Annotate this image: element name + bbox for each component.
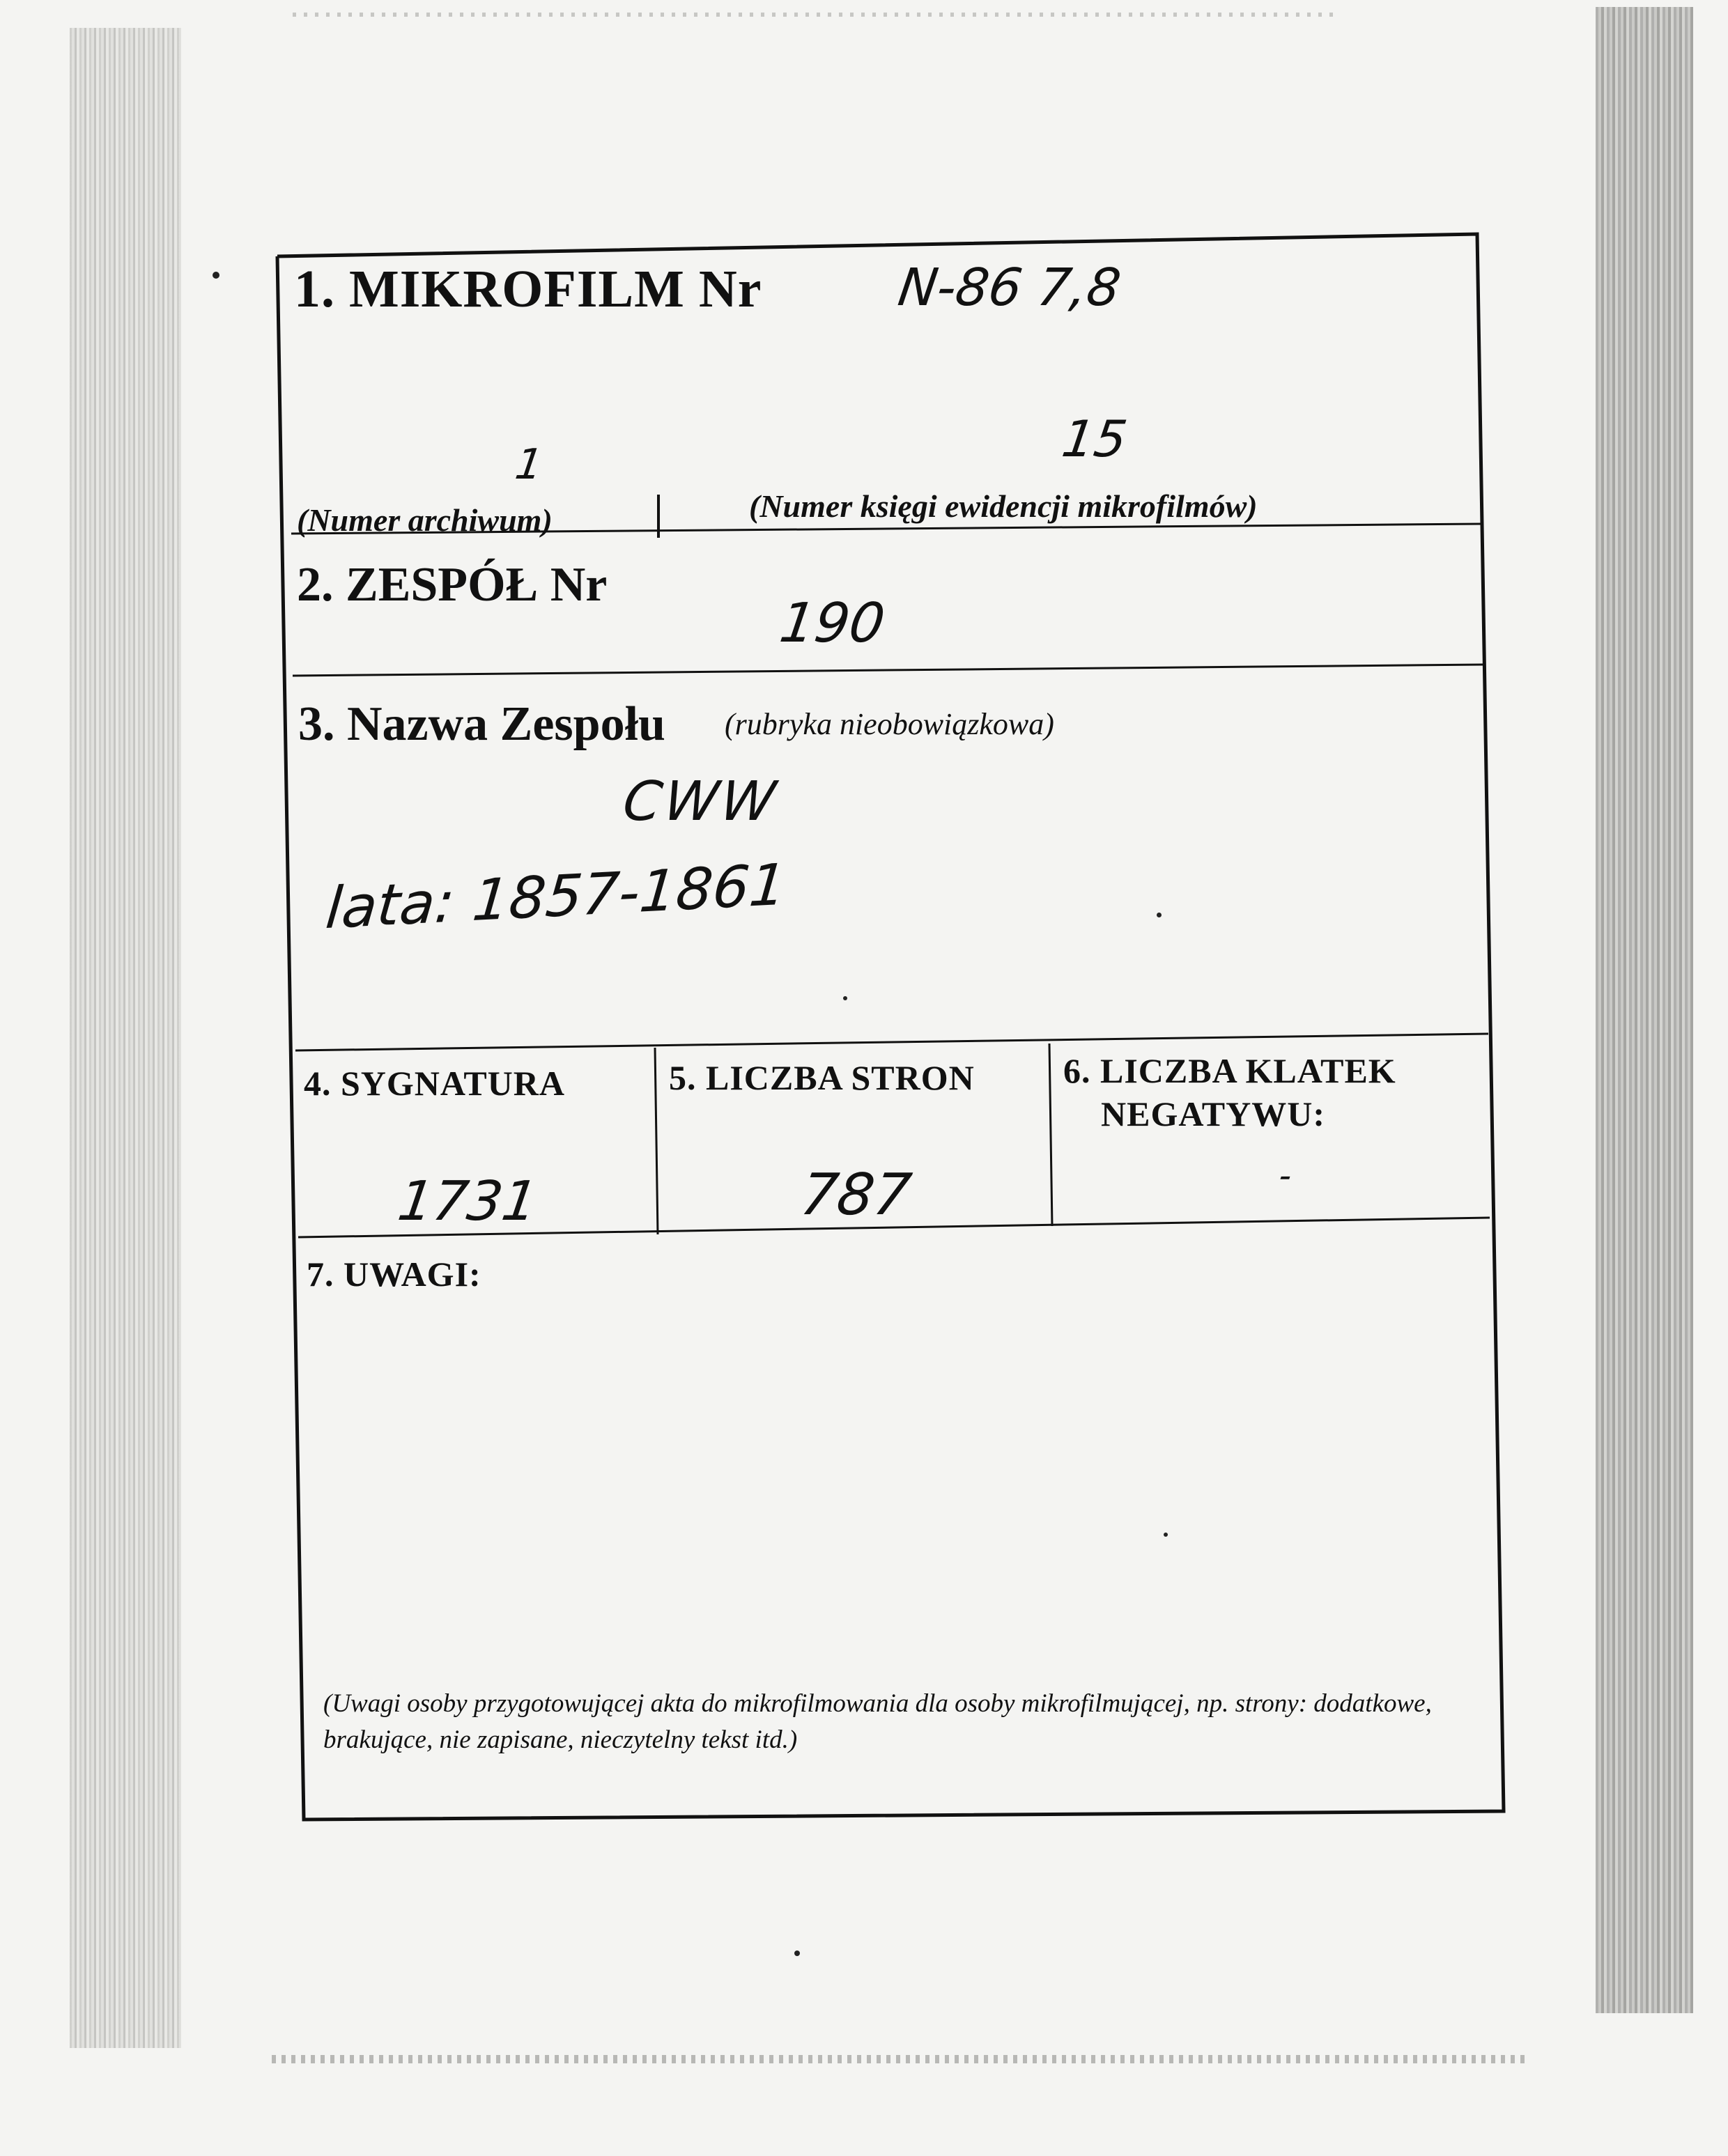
section7-label: 7. UWAGI: [307, 1255, 481, 1294]
section3-label: 3. Nazwa Zespołu [298, 697, 665, 751]
section5-value: 787 [796, 1162, 916, 1228]
section2-value: 190 [776, 592, 889, 655]
archive-number-value: 1 [512, 440, 546, 489]
divider-section3 [295, 1034, 1488, 1050]
section6-value: - [1276, 1156, 1295, 1195]
section2-label: 2. ZESPÓŁ Nr [297, 558, 608, 612]
form-border [277, 234, 1504, 1820]
registry-number-value: 15 [1058, 410, 1131, 468]
section4-value: 1731 [394, 1170, 541, 1233]
section3-years-value: lata: 1857-1861 [323, 851, 789, 943]
section4-label: 4. SYGNATURA [304, 1064, 565, 1103]
divider-section2 [293, 665, 1484, 676]
section3-name-value: CWW [619, 770, 782, 833]
section7-footnote: (Uwagi osoby przygotowującej akta do mikrofilmowania dla osoby mikrofilmującej, np. strony: dodatkowe, brakujące, nie zapisane, nieczytelny tekst itd.) [323, 1689, 1432, 1754]
section5-label: 5. LICZBA STRON [669, 1058, 975, 1097]
divider-col1 [655, 1048, 658, 1234]
section1-microfilm-number: N-86 7,8 [894, 258, 1125, 318]
section6-label-line1: 6. LICZBA KLATEK [1063, 1051, 1396, 1090]
section3-hint: (rubryka nieobowiązkowa) [725, 707, 1054, 741]
registry-number-caption: (Numer księgi ewidencji mikrofilmów) [749, 488, 1258, 524]
divider-col2 [1049, 1044, 1052, 1226]
section1-label: 1. MIKROFILM Nr [294, 260, 762, 318]
archive-number-caption: (Numer archiwum) [297, 502, 553, 538]
section6-label-line2: NEGATYWU: [1101, 1094, 1325, 1133]
